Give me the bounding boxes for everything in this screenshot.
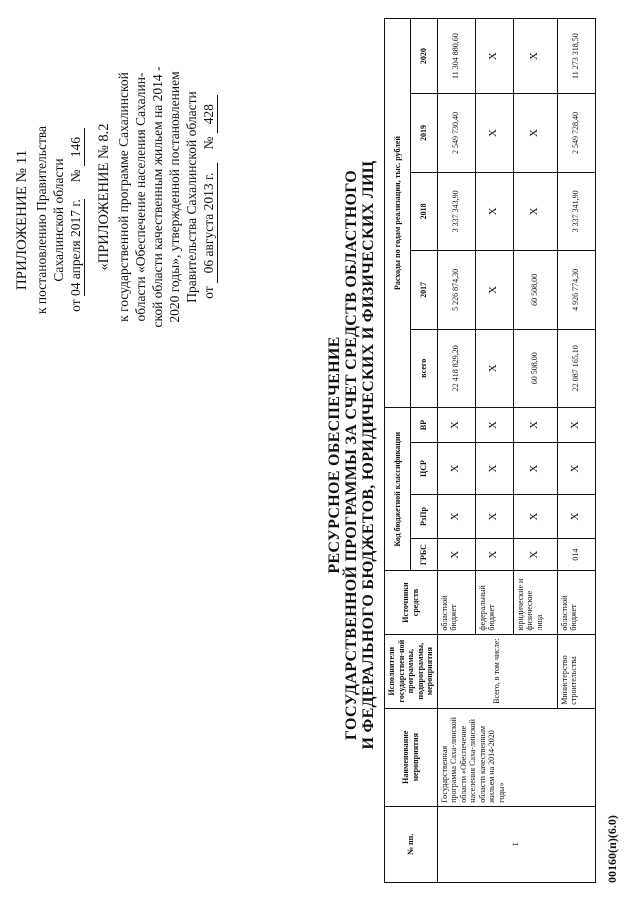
y2018-cell: X — [513, 172, 557, 250]
y2019-cell: 2 549 730,40 — [437, 94, 475, 172]
header-num: № пп. — [385, 806, 438, 882]
vr-cell: X — [513, 408, 557, 443]
y2020-cell: 11 273 318,50 — [557, 19, 595, 94]
y2020-cell: 11 304 880,60 — [437, 19, 475, 94]
appendix-date: 04 апреля 2017 г. — [68, 199, 83, 297]
form-code: 00160(п)(6.0) — [605, 815, 619, 883]
total-cell: X — [475, 329, 513, 407]
csr-cell: X — [513, 442, 557, 494]
header-expenses: Расходы по годам реализации, тыс. рублей — [385, 19, 411, 408]
previous-line1: к государственной программе Сахалинской — [116, 72, 131, 322]
vr-cell: X — [437, 408, 475, 443]
previous-from: от — [201, 286, 216, 299]
grbs-cell: 014 — [557, 538, 595, 571]
appendix-line1: к постановлению Правительства — [34, 125, 49, 315]
previous-line2: области «Обеспечение населения Сахалин- — [133, 72, 148, 322]
source-cell: федеральный бюджет — [475, 571, 513, 634]
previous-title: «ПРИЛОЖЕНИЕ № 8.2 — [96, 123, 112, 271]
source-cell: областной бюджет — [557, 571, 595, 634]
title-line3: И ФЕДЕРАЛЬНОГО БЮДЖЕТОВ, ЮРИДИЧЕСКИХ И ФИЗИЧЕСКИХ ЛИЦ — [360, 160, 377, 750]
y2017-cell: 4 926 774,30 — [557, 251, 595, 329]
y2018-cell: X — [475, 172, 513, 250]
source-cell: областной бюджет — [437, 571, 475, 634]
previous-line4: 2020 годы», утвержденной постановлением — [167, 71, 182, 323]
header-2019: 2019 — [411, 94, 437, 172]
previous-line5: Правительства Сахалинской области — [184, 91, 199, 303]
table-row — [437, 19, 475, 883]
y2017-cell: X — [475, 251, 513, 329]
header-total: всего — [411, 329, 437, 407]
title-line1: РЕСУРСНОЕ ОБЕСПЕЧЕНИЕ — [326, 336, 343, 574]
y2019-cell: X — [475, 94, 513, 172]
previous-num-sign: № — [201, 136, 216, 150]
header-rzpr: РзПр — [411, 495, 437, 539]
grbs-cell: X — [437, 538, 475, 571]
total-cell: 60 508,00 — [513, 329, 557, 407]
header-2020: 2020 — [411, 19, 437, 94]
header-2018: 2018 — [411, 172, 437, 250]
csr-cell: X — [475, 442, 513, 494]
document-title — [326, 75, 377, 835]
appendix-line2: Сахалинской области — [51, 158, 66, 282]
y2018-cell: 3 337 341,90 — [557, 172, 595, 250]
rzpr-cell: X — [437, 495, 475, 539]
appendix-title: ПРИЛОЖЕНИЕ № 11 — [14, 149, 30, 291]
total-cell: 22 087 165,10 — [557, 329, 595, 407]
previous-line3: ской области качественным жильем на 2014 - — [150, 66, 165, 328]
grbs-cell: X — [475, 538, 513, 571]
appendix-header — [14, 40, 85, 400]
grbs-cell: X — [513, 538, 557, 571]
total-cell: 22 418 829,20 — [437, 329, 475, 407]
program-name: Государственная программа Саха-линской области «Обеспечение населения Саха-линской области качественным жильем на 2014-2020 годы» — [437, 708, 595, 806]
header-name: Наименование мероприятия — [385, 708, 438, 806]
y2019-cell: X — [513, 94, 557, 172]
appendix-num-sign: № — [68, 169, 83, 183]
csr-cell: X — [437, 442, 475, 494]
y2020-cell: X — [475, 19, 513, 94]
vr-cell: X — [557, 408, 595, 443]
rzpr-cell: X — [513, 495, 557, 539]
header-budget-code: Код бюджетной классификации — [385, 408, 411, 571]
header-row-1 — [385, 19, 411, 883]
header-vr: ВР — [411, 408, 437, 443]
header-2017: 2017 — [411, 251, 437, 329]
executor-ministry: Министерство строительства — [557, 634, 595, 708]
row-number: 1 — [437, 806, 595, 882]
csr-cell: X — [557, 442, 595, 494]
vr-cell: X — [475, 408, 513, 443]
title-line2: ГОСУДАРСТВЕННОЙ ПРОГРАММЫ ЗА СЧЕТ СРЕДСТВ ОБЛАСТНОГО — [343, 169, 360, 741]
previous-date: 06 августа 2013 г. — [200, 163, 218, 283]
previous-number: 428 — [200, 95, 218, 133]
y2020-cell: X — [513, 19, 557, 94]
header-grbs: ГРБС — [411, 538, 437, 571]
rzpr-cell: X — [557, 495, 595, 539]
resource-table — [384, 18, 596, 883]
y2017-cell: 5 226 874,30 — [437, 251, 475, 329]
previous-appendix-header — [96, 37, 218, 357]
y2017-cell: 60 508,00 — [513, 251, 557, 329]
y2019-cell: 2 549 728,40 — [557, 94, 595, 172]
appendix-number: 146 — [67, 128, 85, 166]
appendix-from: от — [68, 299, 83, 312]
y2018-cell: 3 337 343,90 — [437, 172, 475, 250]
rzpr-cell: X — [475, 495, 513, 539]
executor-all: Всего, в том числе: — [437, 634, 557, 708]
source-cell: юридические и физические лица — [513, 571, 557, 634]
header-executors: Исполнители государствен-ной программы, подпрограммы, мероприятия — [385, 634, 438, 708]
header-sources: Источники средств — [385, 571, 438, 634]
header-csr: ЦСР — [411, 442, 437, 494]
